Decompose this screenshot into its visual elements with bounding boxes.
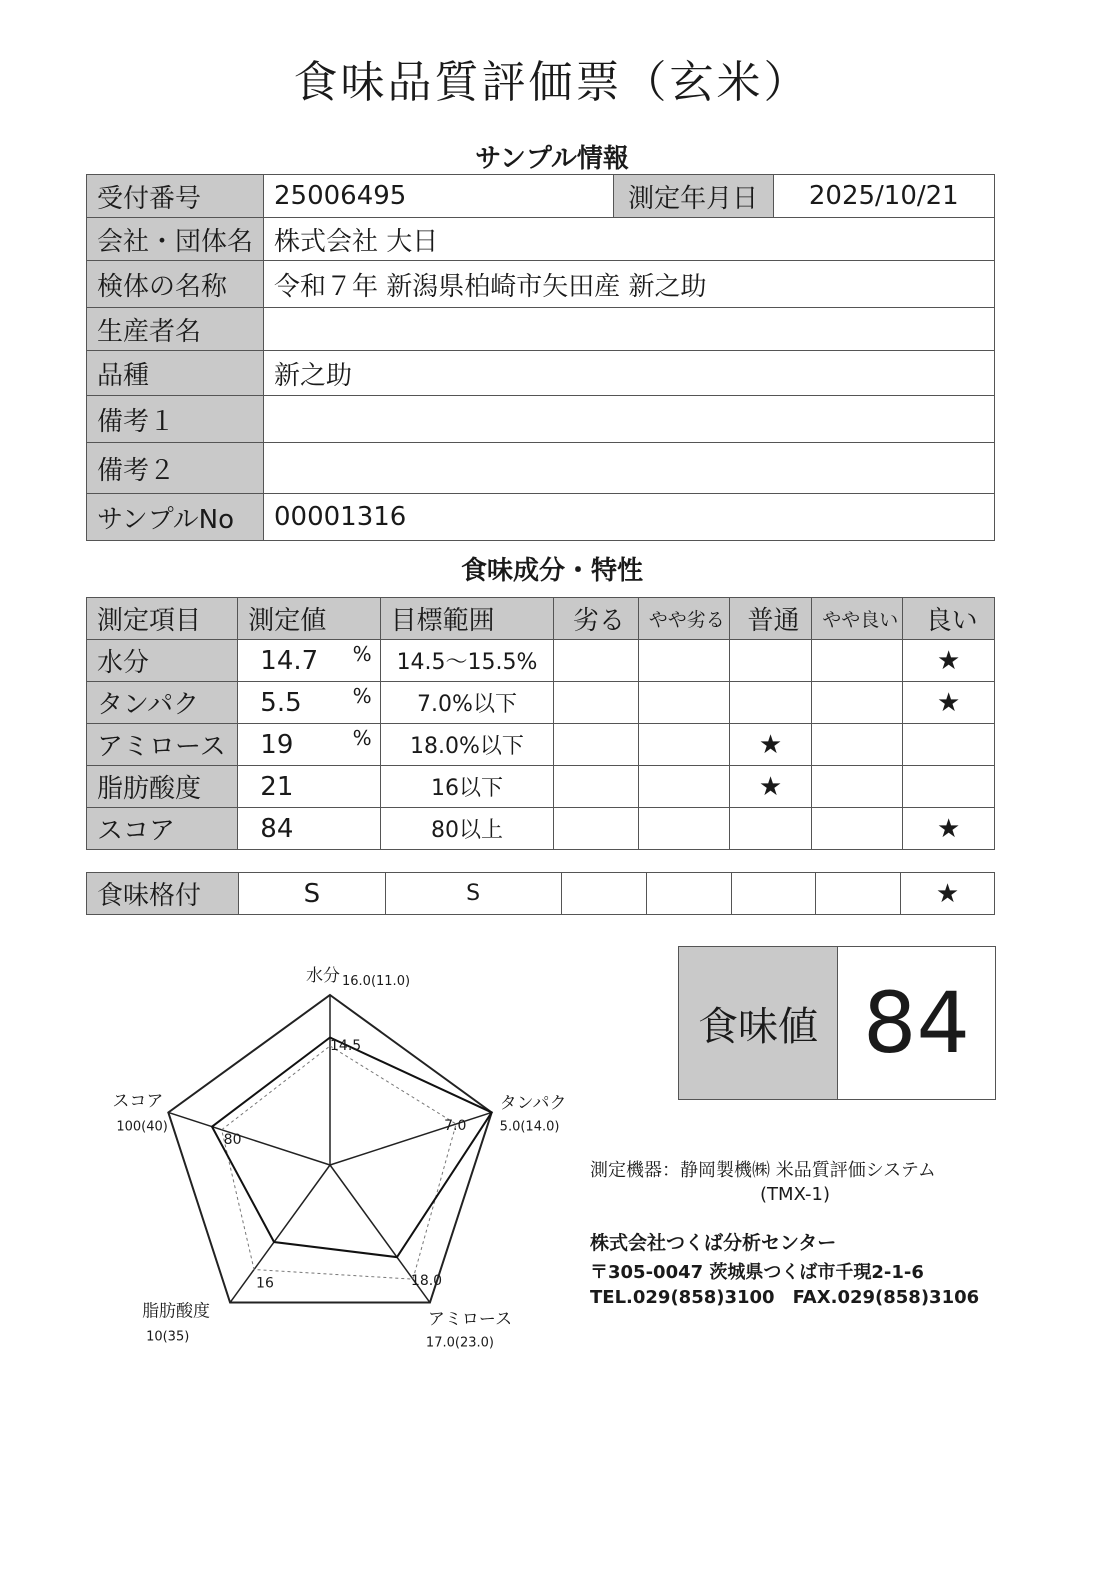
rating-cell: [729, 640, 812, 682]
radar-target-label: 14.5: [330, 1038, 362, 1054]
rating-cell: [638, 640, 729, 682]
rating-cell: [554, 682, 638, 724]
header-value: 測定値: [238, 598, 380, 640]
radar-axis-name: スコア: [112, 1091, 164, 1112]
grade-rating-cell: [561, 873, 647, 915]
reception-no-value: 25006495: [264, 175, 614, 218]
variety-label: 品種: [87, 351, 264, 396]
components-table: [86, 597, 995, 850]
header-slightly-poor: やや劣る: [638, 598, 729, 640]
note2-value: [264, 443, 995, 494]
sample-no-value: 00001316: [264, 494, 995, 541]
rating-cell: [554, 808, 638, 850]
table-row: [87, 808, 995, 850]
radar-axis-range: 10(35): [146, 1329, 190, 1345]
rating-cell: [812, 682, 903, 724]
sample-section-title: サンプル情報: [475, 144, 629, 174]
item-label: スコア: [87, 808, 238, 850]
unit-label: %: [352, 726, 372, 750]
star-icon: ★: [936, 687, 961, 718]
grade-table: [86, 872, 995, 915]
radar-axis-line: [168, 1112, 330, 1165]
date-value: 2025/10/21: [773, 175, 994, 218]
sample-info-table: [86, 174, 995, 541]
header-target: 目標範囲: [380, 598, 554, 640]
target-range: 18.0%以下: [380, 724, 554, 766]
table-row: [87, 682, 995, 724]
company-address: 〒305-0047 茨城県つくば市千現2-1-6: [590, 1262, 924, 1283]
rating-cell: [638, 682, 729, 724]
radar-axis-range: 100(40): [116, 1119, 168, 1135]
specimen-value: 令和７年 新潟県柏崎市矢田産 新之助: [264, 261, 995, 308]
target-range: 80以上: [380, 808, 554, 850]
radar-axis-name: アミロース: [427, 1309, 513, 1330]
radar-value-polygon: [212, 1038, 492, 1258]
item-label: 水分: [87, 640, 238, 682]
radar-axis-line: [330, 1112, 492, 1165]
producer-value: [264, 308, 995, 351]
star-icon: ★: [758, 771, 783, 802]
measured-value: [238, 808, 380, 850]
grade-rating-cell: [732, 873, 816, 915]
instrument-text: 測定機器：静岡製機㈱ 米品質評価システム: [590, 1160, 936, 1181]
table-header-row: [87, 598, 995, 640]
radar-axis-name: 脂肪酸度: [142, 1301, 211, 1322]
table-row: [87, 351, 995, 396]
table-row: [87, 766, 995, 808]
item-label: 脂肪酸度: [87, 766, 238, 808]
rating-cell: [812, 640, 903, 682]
radar-target-label: 80: [223, 1131, 242, 1148]
radar-axis-range: 5.0(14.0): [499, 1119, 560, 1135]
rating-cell: [729, 682, 812, 724]
date-label: 測定年月日: [613, 175, 773, 218]
measured-value: [238, 724, 380, 766]
components-section-title: 食味成分・特性: [460, 556, 643, 586]
table-row: [87, 175, 995, 218]
rating-cell: [903, 640, 995, 682]
score-value: 84: [863, 974, 970, 1072]
rating-cell: [903, 808, 995, 850]
rating-cell: [554, 640, 638, 682]
rating-cell: [554, 766, 638, 808]
analysis-company: 株式会社つくば分析センター: [590, 1232, 837, 1254]
star-icon: ★: [758, 729, 783, 760]
measured-number: 5.5: [260, 687, 302, 718]
table-row: [87, 724, 995, 766]
rating-cell: [812, 724, 903, 766]
measured-number: 19: [260, 729, 294, 760]
score-box: [678, 946, 996, 1100]
instrument-model: (TMX-1): [760, 1184, 830, 1205]
star-icon: ★: [936, 813, 961, 844]
item-label: タンパク: [87, 682, 238, 724]
target-range: 7.0%以下: [380, 682, 554, 724]
grade-row: [87, 873, 995, 915]
table-row: [87, 308, 995, 351]
grade-value: S: [238, 873, 385, 915]
table-row: [87, 261, 995, 308]
unit-label: %: [352, 642, 372, 666]
radar-axis-line: [230, 1165, 330, 1303]
note1-label: 備考１: [87, 396, 264, 443]
grade-rating-cell: [901, 873, 995, 915]
rating-cell: [638, 724, 729, 766]
table-row: [87, 640, 995, 682]
radar-axis-range: 16.0(11.0): [342, 974, 411, 989]
company-value: 株式会社 大日: [264, 218, 995, 261]
table-row: [87, 443, 995, 494]
grade-target: S: [385, 873, 561, 915]
sample-no-label: サンプルNo: [87, 494, 264, 541]
measured-value: [238, 766, 380, 808]
radar-target-label: 16: [256, 1275, 274, 1292]
rating-cell: [729, 766, 812, 808]
measured-value: [238, 640, 380, 682]
reception-no-label: 受付番号: [87, 175, 264, 218]
star-icon: ★: [936, 645, 961, 676]
specimen-label: 検体の名称: [87, 261, 264, 308]
score-label: 食味値: [679, 947, 838, 1099]
star-icon: ★: [935, 878, 960, 909]
grade-rating-cell: [647, 873, 732, 915]
measured-number: 84: [260, 813, 294, 844]
variety-value: 新之助: [264, 351, 995, 396]
target-range: 14.5～15.5%: [380, 640, 554, 682]
table-row: [87, 494, 995, 541]
header-poor: 劣る: [554, 598, 638, 640]
measured-value: [238, 682, 380, 724]
header-slightly-good: やや良い: [812, 598, 903, 640]
company-phone-fax: TEL.029(858)3100 FAX.029(858)3106: [590, 1287, 980, 1308]
radar-target-label: 18.0: [410, 1273, 443, 1290]
producer-label: 生産者名: [87, 308, 264, 351]
rating-cell: [903, 724, 995, 766]
table-row: [87, 396, 995, 443]
radar-axis-name: タンパク: [499, 1093, 567, 1114]
measured-number: 14.7: [260, 645, 319, 676]
radar-axis-range: 17.0(23.0): [425, 1335, 494, 1351]
rating-cell: [729, 724, 812, 766]
rating-cell: [554, 724, 638, 766]
table-row: [87, 218, 995, 261]
unit-label: %: [352, 684, 372, 708]
company-label: 会社・団体名: [87, 218, 264, 261]
item-label: アミロース: [87, 724, 238, 766]
header-average: 普通: [729, 598, 812, 640]
page-title: 食味品質評価票（玄米）: [293, 57, 811, 108]
radar-target-label: 7.0: [444, 1118, 467, 1135]
rating-cell: [812, 766, 903, 808]
rating-cell: [638, 766, 729, 808]
rating-cell: [729, 808, 812, 850]
grade-label: 食味格付: [87, 873, 239, 915]
radar-axis-name: 水分: [306, 966, 340, 986]
grade-rating-cell: [816, 873, 901, 915]
note1-value: [264, 396, 995, 443]
measured-number: 21: [260, 771, 294, 802]
radar-chart: [112, 966, 570, 1351]
target-range: 16以下: [380, 766, 554, 808]
rating-cell: [903, 682, 995, 724]
rating-cell: [812, 808, 903, 850]
rating-cell: [903, 766, 995, 808]
note2-label: 備考２: [87, 443, 264, 494]
rating-cell: [638, 808, 729, 850]
header-item: 測定項目: [87, 598, 238, 640]
header-good: 良い: [903, 598, 995, 640]
